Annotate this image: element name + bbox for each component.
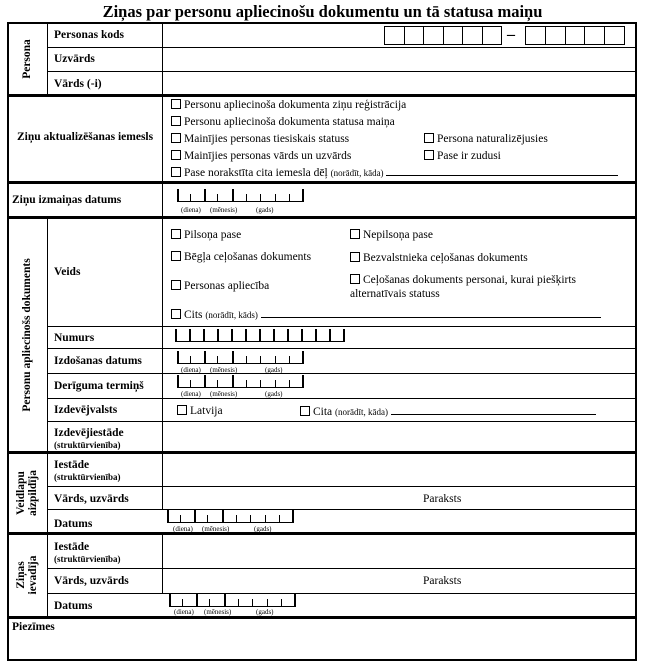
aktualizesana-label: Ziņu aktualizēšanas iemesls <box>17 131 154 143</box>
izdosanas-datums-label: Izdošanas datums <box>54 355 142 367</box>
ievadija-section-title: Ziņas ievadīja <box>15 555 39 595</box>
veids-label: Veids <box>54 266 81 278</box>
date-label-gads: (gads) <box>265 366 283 374</box>
option-pase-zudusi[interactable]: Pase ir zudusi <box>424 149 501 163</box>
persona-section-title: Persona <box>21 39 33 79</box>
checkbox[interactable] <box>171 280 181 290</box>
personas-kods-second-part[interactable] <box>525 26 625 45</box>
piezimes-field[interactable] <box>9 634 635 659</box>
veidlapu-datums-label: Datums <box>54 518 93 530</box>
veids-cits[interactable]: Cits (norādīt, kāds) <box>171 307 601 322</box>
cits-line[interactable] <box>261 307 601 318</box>
deriguma-termins-label: Derīguma termiņš <box>54 380 144 392</box>
checkbox[interactable] <box>177 405 187 415</box>
date-label-gads: (gads) <box>256 206 274 214</box>
option-vards-uzvards[interactable]: Mainījies personas vārds un uzvārds <box>171 149 351 163</box>
other-reason-line[interactable] <box>386 165 618 176</box>
veidlapu-date-input[interactable] <box>167 511 294 523</box>
checkbox[interactable] <box>171 116 181 126</box>
checkbox[interactable] <box>424 150 434 160</box>
checkbox[interactable] <box>171 133 181 143</box>
date-label-diena: (diena) <box>181 366 201 374</box>
ievadija-vards-uzvards-label: Vārds, uzvārds <box>54 575 129 587</box>
izdevejvalsts-latvija[interactable]: Latvija <box>177 404 223 418</box>
date-label-gads: (gads) <box>265 390 283 398</box>
veidlapu-vards-uzvards-label: Vārds, uzvārds <box>54 493 129 505</box>
izdosanas-date-input[interactable] <box>177 352 304 364</box>
ievadija-iestade-label: Iestāde (struktūrvienība) <box>54 541 121 564</box>
checkbox[interactable] <box>171 150 181 160</box>
checkbox[interactable] <box>171 251 181 261</box>
date-label-menesis: (mēnesis) <box>210 390 238 398</box>
date-label-diena: (diena) <box>174 608 194 616</box>
option-statusa-maina[interactable]: Personu apliecinoša dokumenta statusa maiņa <box>171 115 395 129</box>
veids-bezvalstnieka-dokuments[interactable]: Bezvalstnieka ceļošanas dokuments <box>350 251 528 265</box>
personas-kods-first-part[interactable] <box>384 26 502 45</box>
date-label-gads: (gads) <box>256 608 274 616</box>
veids-personas-apliecība[interactable]: Personas apliecība <box>171 279 269 293</box>
personas-kods-label: Personas kods <box>54 29 124 41</box>
izdevejiestade-field[interactable] <box>164 423 634 450</box>
dokuments-section-title: Personu apliecinošs dokuments <box>21 258 33 412</box>
option-registracija[interactable]: Personu apliecinoša dokumenta ziņu reģistrācija <box>171 98 406 112</box>
veids-nepilsona-pase[interactable]: Nepilsoņa pase <box>350 228 433 242</box>
checkbox[interactable] <box>171 99 181 109</box>
cita-line[interactable] <box>391 404 596 415</box>
date-label-menesis: (mēnesis) <box>202 525 230 533</box>
veids-begla-dokuments[interactable]: Bēgļa ceļošanas dokuments <box>171 250 311 264</box>
veidlapu-section-title: Veidlapu aizpildīja <box>15 469 39 517</box>
piezimes-label: Piezīmes <box>12 621 55 633</box>
izdevejvalsts-cita[interactable]: Cita (norādīt, kāda) <box>300 404 596 419</box>
checkbox[interactable] <box>171 229 181 239</box>
checkbox[interactable] <box>350 274 360 284</box>
form-title: Ziņas par personu apliecinošu dokumentu un tā statusa maiņu <box>102 2 543 21</box>
checkbox[interactable] <box>171 309 181 319</box>
veids-pilsona-pase[interactable]: Pilsoņa pase <box>171 228 241 242</box>
ievadija-datums-label: Datums <box>54 600 93 612</box>
date-label-menesis: (mēnesis) <box>204 608 232 616</box>
veids-alternativais-statuss[interactable]: Ceļošanas dokuments personai, kurai piešķirts <box>350 273 576 287</box>
veidlapu-paraksts-label: Paraksts <box>423 493 462 505</box>
date-label-diena: (diena) <box>173 525 193 533</box>
numurs-input[interactable] <box>175 330 345 342</box>
date-label-gads: (gads) <box>254 525 272 533</box>
numurs-label: Numurs <box>54 332 95 344</box>
izmainas-date-input[interactable] <box>177 190 304 202</box>
date-label-diena: (diena) <box>181 206 201 214</box>
checkbox[interactable] <box>300 406 310 416</box>
checkbox[interactable] <box>350 252 360 262</box>
checkbox[interactable] <box>350 229 360 239</box>
vards-label: Vārds (-i) <box>54 78 102 90</box>
checkbox[interactable] <box>171 167 181 177</box>
personas-kods-separator: – <box>507 26 515 43</box>
date-label-menesis: (mēnesis) <box>210 206 238 214</box>
izdevejiestade-label: Izdevējiestāde (struktūrvienība) <box>54 427 124 450</box>
checkbox[interactable] <box>424 133 434 143</box>
option-cits-iemesls[interactable]: Pase norakstīta cita iemesla dēļ (norādīt, kāda) <box>171 165 618 180</box>
uzvards-label: Uzvārds <box>54 53 95 65</box>
izdevejvalsts-label: Izdevējvalsts <box>54 404 118 416</box>
veidlapu-iestade-field[interactable] <box>164 455 634 484</box>
date-label-menesis: (mēnesis) <box>210 366 238 374</box>
izmainas-label: Ziņu izmaiņas datums <box>12 194 122 206</box>
ievadija-date-input[interactable] <box>169 595 296 607</box>
vards-field[interactable] <box>164 73 634 93</box>
veids-alternativais-statuss-line2: alternatīvais statuss <box>350 288 440 300</box>
ievadija-iestade-field[interactable] <box>164 536 634 566</box>
ievadija-paraksts-label: Paraksts <box>423 575 462 587</box>
deriguma-date-input[interactable] <box>177 376 304 388</box>
date-label-diena: (diena) <box>181 390 201 398</box>
veidlapu-iestade-label: Iestāde (struktūrvienība) <box>54 459 121 482</box>
option-tiesiskais-statuss[interactable]: Mainījies personas tiesiskais statuss <box>171 132 349 146</box>
uzvards-field[interactable] <box>164 49 634 69</box>
option-naturalizejusies[interactable]: Persona naturalizējusies <box>424 132 548 146</box>
